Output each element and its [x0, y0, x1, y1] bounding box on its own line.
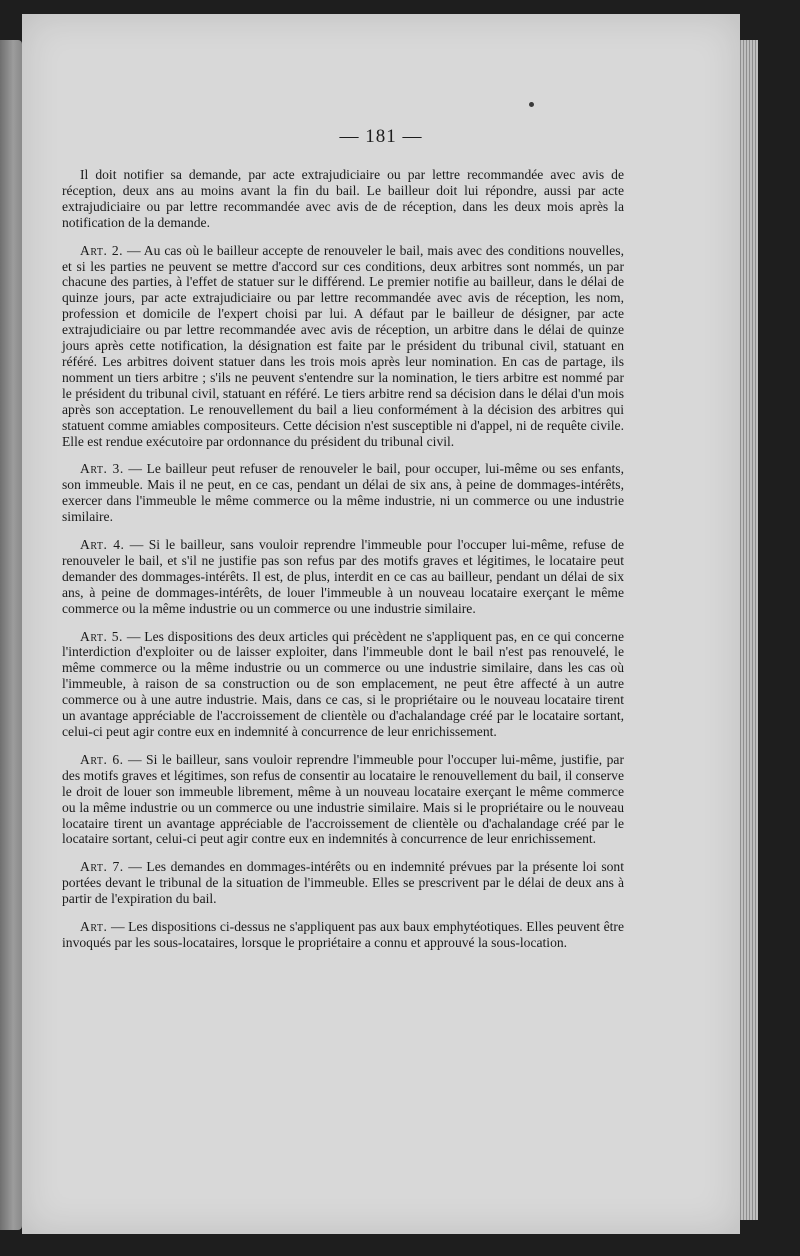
article-4	[62, 537, 624, 617]
article-text: — Les dispositions ci-dessus ne s'appliquent pas aux baux emphytéotiques. Elles peuvent être invoqués par les sous-locataires, lorsque le propriétaire a connu et approuvé la sous-location.	[62, 919, 624, 950]
article-label: Art. 6.	[80, 751, 124, 767]
article-label: Art. 2.	[80, 242, 124, 258]
article-text: — Si le bailleur, sans vouloir reprendre l'immeuble pour l'occuper lui-même, justifie, par des motifs graves et légitimes, son refus de consentir au locataire le renouvellement du bail, il conserve le droit de louer son immeuble librement, même à un nouveau locataire exerçant le même commerce ou la même industrie ou un commerce ou une industrie similaire. Mais si le propriétaire ou le nouveau locataire tirent un avantage appréciable de l'accroissement de clientèle ou d'achalandage créé par le locataire sortant, celui-ci peut agir contre eux en indemnités à concurrence de leur enrichissement.	[62, 751, 624, 847]
facing-page-edge	[0, 40, 22, 1230]
page-stack-edge	[738, 40, 758, 1220]
article-text: — Les dispositions des deux articles qui précèdent ne s'appliquent pas, en ce qui concerne l'interdiction d'exploiter ou de laisser exploiter, dans l'immeuble dont le bail n'est pas renouvelé, le même commerce ou la même industrie ou un commerce ou une industrie similaire, dans les cas où l'immeuble, à raison de sa construction ou de son emplacement, ne peut être affecté à un autre commerce ou à une autre industrie. Mais, dans ce cas, si le propriétaire ou le nouveau locataire tirent un avantage appréciable de l'accroissement de clientèle ou d'achalandage créé par le locataire sortant, celui-ci peut agir contre eux en indemnité à concurrence de leur enrichissement.	[62, 628, 624, 739]
article-text: — Si le bailleur, sans vouloir reprendre l'immeuble pour l'occuper lui-même, refuse de renouveler le bail, et s'il ne justifie pas son refus par des motifs graves et légitimes, le locataire peut demander des dommages-intérêts. Il est, de plus, interdit en ce cas au bailleur, pendant un délai de six ans, à peine de dommages-intérêts, de louer l'immeuble à un nouveau locataire exerçant le même commerce ou la même industrie ou un commerce ou une industrie similaire.	[62, 537, 624, 616]
article-label: Art. 5.	[80, 628, 123, 644]
article-6	[62, 752, 624, 847]
ink-spot	[529, 102, 534, 107]
article-2	[62, 243, 624, 450]
paragraph-text: Il doit notifier sa demande, par acte extrajudiciaire ou par lettre recommandée avec avis de réception, deux ans au moins avant la fin du bail. Le bailleur doit lui répondre, aussi par acte extrajudiciaire ou par lettre recommandée avec avis de de réception, dans les deux mois après la notification de la demande.	[62, 167, 624, 230]
page-number: — 181 —	[339, 126, 423, 147]
paragraph-intro	[62, 167, 624, 231]
article-final	[62, 919, 624, 951]
article-label: Art. 7.	[80, 859, 124, 875]
article-label: Art. 4.	[80, 537, 125, 553]
article-text: — Le bailleur peut refuser de renouveler le bail, pour occuper, lui-même ou ses enfants, son immeuble. Mais il ne peut, en ce cas, pendant un délai de six ans, à peine de dommages-intérêts, exercer dans l'immeuble le même commerce ou la même industrie, ni un commerce ou une industrie similaire.	[62, 461, 624, 525]
article-3	[62, 461, 624, 525]
article-text: — Au cas où le bailleur accepte de renouveler le bail, mais avec des conditions nouvelles, et si les parties ne peuvent se mettre d'accord sur ces conditions, deux arbitres sont nommés, un par chacune des parties, à l'effet de statuer sur le différend. Le premier notifie au bailleur, dans le délai de quinze jours, par acte extrajudiciaire ou par lettre recommandée avec avis de réception, les nom, profession et domicile de l'expert choisi par lui. A défaut par le bailleur de désigner, par acte extrajudiciaire ou par lettre recommandée avec avis de réception, un arbitre dans le délai de quinze jours après cette notification, la désignation est faite par le président du tribunal civil, statuant en référé. Les arbitres doivent statuer dans les trois mois après leur nomination. En cas de partage, ils nomment un tiers arbitre ; s'ils ne peuvent s'entendre sur la nomination, le tiers arbitre est nommé par le président du tribunal civil, statuant en référé. Le tiers arbitre rend sa décision dans le délai d'un mois après son acceptation. Le renouvellement du bail a lieu conformément à la décision des arbitres qui statuent comme amiables compositeurs. Cette décision n'est susceptible ni d'appel, ni de requête civile. Elle est rendue exécutoire par ordonnance du président du tribunal civil.	[62, 242, 624, 449]
body-text	[62, 167, 624, 963]
article-text: — Les demandes en dommages-intérêts ou en indemnité prévues par la présente loi sont portées devant le tribunal de la situation de l'immeuble. Elles se prescrivent par le délai de deux ans à partir de l'expiration du bail.	[62, 859, 624, 907]
article-5	[62, 629, 624, 740]
article-label: Art. 3.	[80, 461, 124, 477]
book-page	[22, 14, 740, 1234]
article-7	[62, 859, 624, 907]
article-label: Art.	[80, 919, 108, 935]
